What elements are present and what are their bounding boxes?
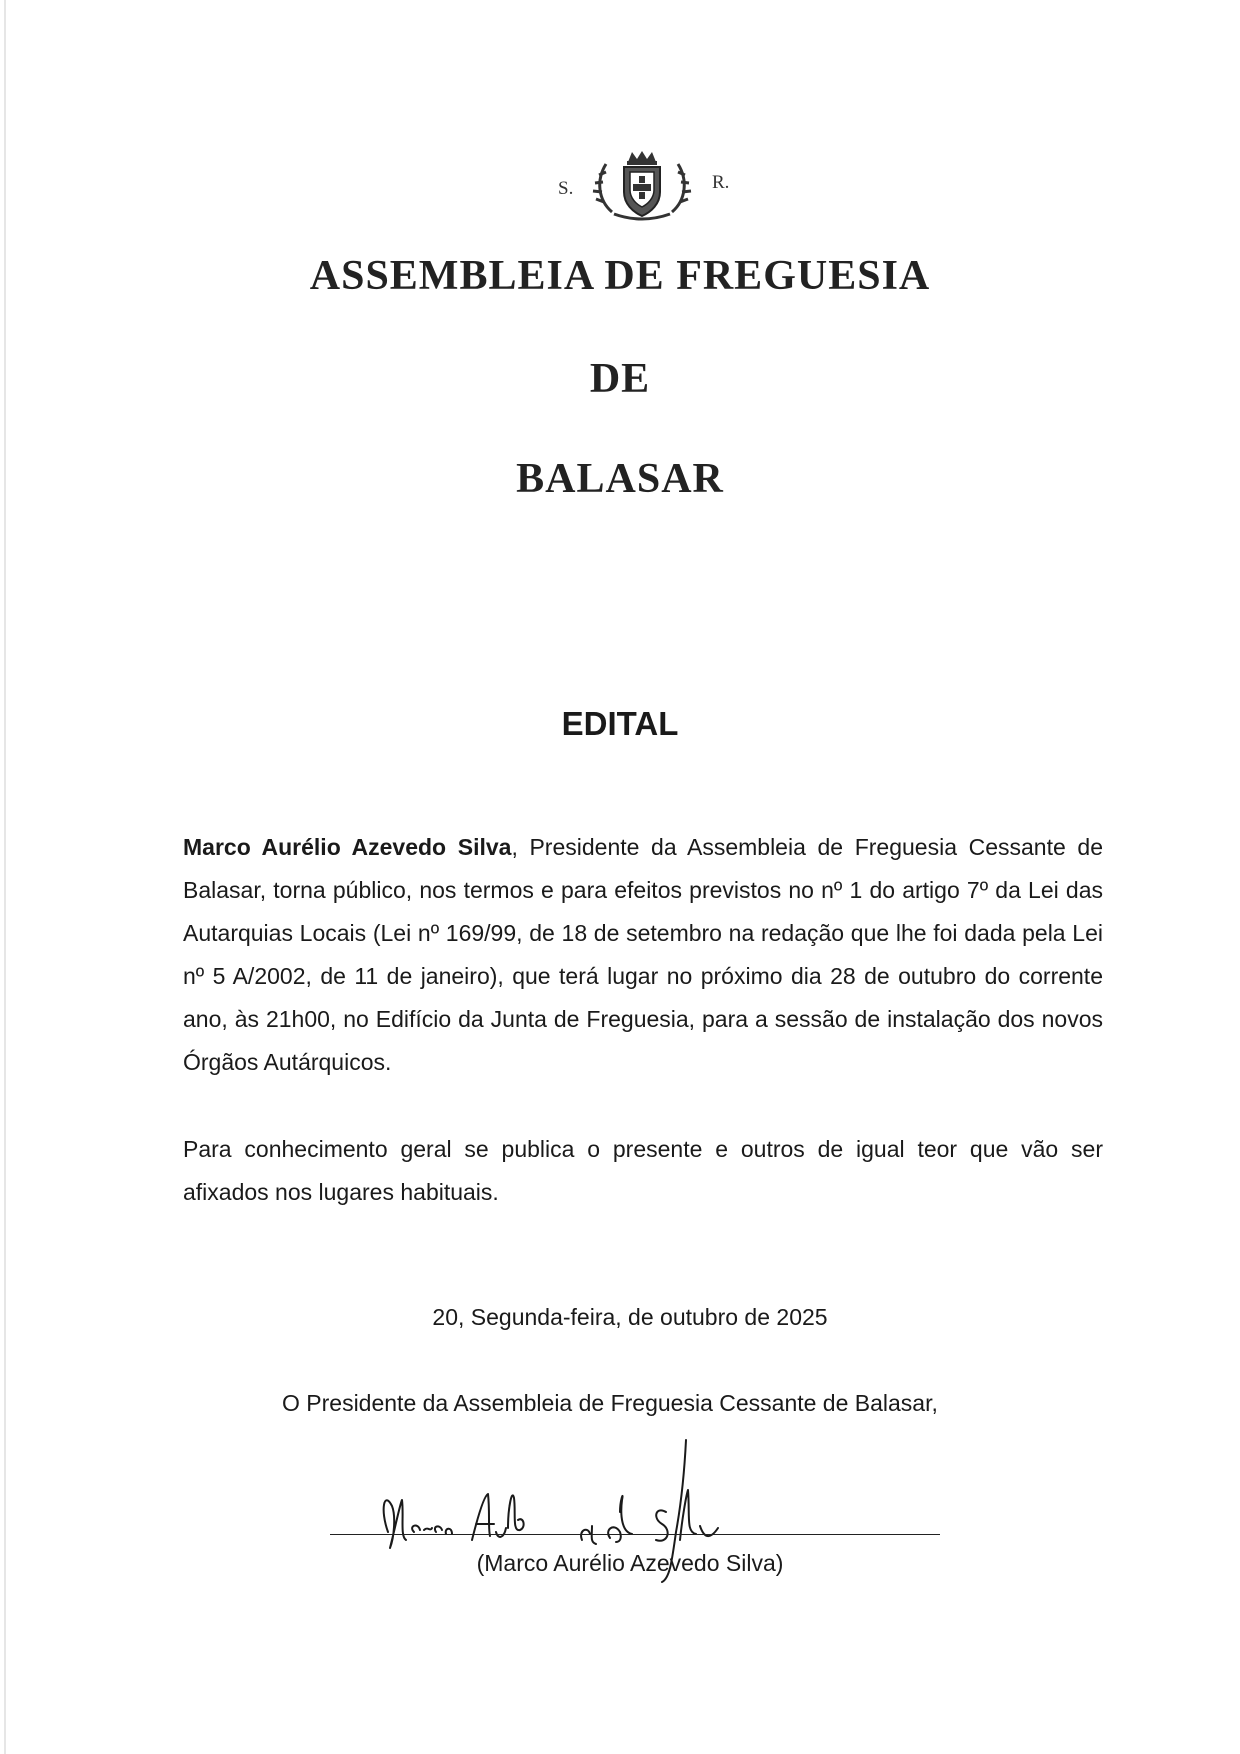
document-heading: EDITAL xyxy=(561,705,679,742)
seal-header xyxy=(0,150,1240,230)
document-date: 20, Segunda-feira, de outubro de 2025 xyxy=(432,1304,828,1330)
coat-of-arms-icon xyxy=(590,150,694,222)
title-line-3: BALASAR xyxy=(516,456,724,502)
announcement-text: , Presidente da Assembleia de Freguesia Cessante de Balasar, torna público, nos termos e para efeitos previstos no nº 1 do artigo 7º da Lei das Autarquias Locais (Lei nº 169/99, de 18 de setembro na redação que lhe foi dada pela Lei nº 5 A/2002, de 11 de janeiro), que terá lugar no próximo dia 28 de outubro do corrente ano, às 21h00, no Edifício da Junta de Freguesia, para a sessão de instalação dos novos Órgãos Autárquicos. xyxy=(183,834,1103,1075)
signature-line xyxy=(330,1534,940,1535)
signatory-name: (Marco Aurélio Azevedo Silva) xyxy=(476,1550,784,1576)
seal-left-letter: S. xyxy=(558,178,574,199)
paragraph-announcement xyxy=(183,826,1103,1084)
president-name-bold: Marco Aurélio Azevedo Silva xyxy=(183,834,512,860)
paragraph-publication: Para conhecimento geral se publica o presente e outros de igual teor que vão ser afixados nos lugares habituais. xyxy=(183,1136,1103,1205)
title-line-1: ASSEMBLEIA DE FREGUESIA xyxy=(309,253,931,299)
seal-right-letter: R. xyxy=(712,172,730,193)
signatory-title: O Presidente da Assembleia de Freguesia Cessante de Balasar, xyxy=(282,1390,938,1416)
title-line-2: DE xyxy=(589,356,651,402)
